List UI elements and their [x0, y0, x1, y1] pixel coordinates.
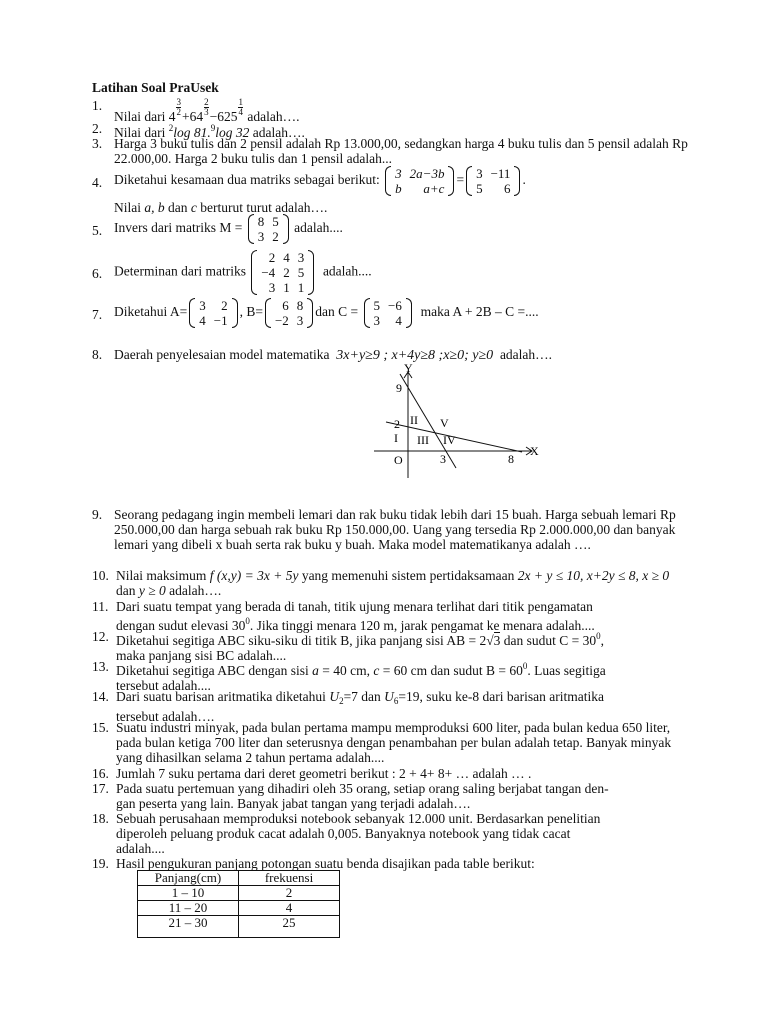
x-label: X	[530, 444, 539, 458]
matrix-cell: 2	[221, 298, 228, 313]
matrix-cell: b	[395, 181, 402, 196]
page-title: Latihan Soal PraUsek	[92, 80, 219, 95]
matrix-row	[257, 280, 308, 295]
region-4: IV	[443, 433, 456, 447]
question-number: 2.	[92, 121, 103, 136]
matrix-row	[391, 166, 448, 181]
matrix-row	[254, 229, 283, 244]
tick-2: 2	[394, 417, 400, 431]
question-number: 10.	[92, 568, 109, 583]
question-number: 1.	[92, 98, 103, 113]
question-14: 14. Dari suatu barisan aritmatika diketahui $U_2=7$ dan $U_6=19$, suku ke-8 dari barisan aritmatika tersebut adalah….	[92, 689, 604, 724]
question-number: 8.	[92, 347, 103, 362]
table-header: Panjang(cm)	[138, 871, 239, 886]
matrix-cell: 4	[283, 250, 290, 265]
question-17: 17. Pada suatu pertemuan yang dihadiri oleh 35 orang, setiap orang saling berjabat tangan den- gan peserta yang lain. Banyak jabat tangan yang terjadi adalah….	[92, 781, 609, 811]
question-15: 15. Suatu industri minyak, pada bulan pertama mampu memproduksi 600 liter, pada bulan kedua 650 liter, pada bulan ketiga 700 liter dan seterusnya dengan penambahan per bulan adalah tetap. Banyak minyak yang dihasilkan selama 2 tahun pertama adalah....	[92, 720, 672, 765]
question-number: 9.	[92, 507, 103, 522]
matrix-row	[472, 181, 514, 196]
question-13: 13. Diketahui segitiga ABC dengan sisi a = 40 cm, c = 60 cm dan sudut $B = 60^0$. Luas segitiga tersebut adalah....	[92, 659, 606, 693]
question-number: 16.	[92, 766, 109, 781]
question-18: 18. Sebuah perusahaan memproduksi notebook sebanyak 12.000 unit. Berdasarkan penelitian diperoleh peluang produk cacat adalah 0,005. Banyaknya notebook yang tidak cacat adalah....	[92, 811, 601, 856]
matrix-cell: 1	[283, 280, 290, 295]
matrix-cell: 6	[503, 181, 511, 196]
matrix-cell: −11	[490, 166, 511, 181]
matrix-m	[248, 214, 289, 244]
matrix-cell: −4	[261, 265, 276, 280]
matrix-cell: 1	[297, 280, 305, 295]
matrix-cell: 6	[282, 298, 289, 313]
matrix-row	[257, 250, 308, 265]
question-number: 14.	[92, 689, 109, 704]
matrix-row	[195, 298, 231, 313]
region-3: III	[417, 433, 429, 447]
matrix-row	[271, 298, 307, 313]
region-2: II	[410, 413, 418, 427]
question-1: 1. Nilai dari 4 $\frac{3}{2}$ +64 $\frac{2}{3}$ −625 $\frac{1}{4}$ adalah….	[92, 97, 300, 124]
matrix-cell: 8	[296, 298, 304, 313]
matrix-cell: 3	[199, 298, 206, 313]
power-expression: 4 $\frac{3}{2}$ +64 $\frac{2}{3}$ −625 $\frac{1}{4}$	[168, 97, 243, 124]
matrix-row	[257, 265, 308, 280]
matrix-cell: 5	[297, 265, 305, 280]
matrix-cell: 8	[257, 214, 265, 229]
matrix-cell: −1	[213, 313, 228, 328]
question-number: 3.	[92, 136, 103, 151]
matrix-cell: 3	[395, 166, 402, 181]
question-19: 19. Hasil pengukuran panjang potongan suatu benda disajikan pada table berikut:	[92, 856, 535, 871]
question-10: 10. Nilai maksimum f (x,y) = 3x + 5y yang memenuhi sistem pertidaksamaan 2x + y ≤ 10, x+2y ≤ 8, x ≥ 0 dan y ≥ 0 adalah….	[92, 568, 670, 598]
question-8: 8. Daerah penyelesaian model matematika 3x+y≥9 ; x+4y≥8 ;x≥0; y≥0 adalah….	[92, 347, 553, 363]
matrix-row	[391, 181, 448, 196]
table-header: frekuensi	[239, 871, 340, 886]
question-11: 11. Dari suatu tempat yang berada di tanah, titik ujung menara terlihat dari titik pengamatan dengan sudut elevasi $30^0$. Jika tinggi menara 120 m, jarak pengamat ke menara adalah....	[92, 599, 595, 633]
origin-label: O	[394, 453, 403, 467]
matrix-cell: −2	[274, 313, 289, 328]
matrix-c	[364, 298, 412, 328]
region-1: I	[394, 431, 398, 445]
tick-8: 8	[508, 452, 514, 466]
matrix-cell: 3	[297, 250, 305, 265]
question-number: 5.	[92, 223, 103, 238]
matrix-a	[189, 298, 237, 328]
matrix-cell: 3	[476, 166, 483, 181]
question-number: 12.	[92, 629, 109, 644]
question-number: 17.	[92, 781, 109, 796]
question-7: 7. Diketahui A= 3 2 4 −1 , B= 6 8 −2 3 dan C = 5 −6 3 4 maka A + 2B – C =....	[92, 298, 539, 328]
question-number: 4.	[92, 175, 103, 190]
question-number: 6.	[92, 266, 103, 281]
question-9: 9. Seorang pedagang ingin membeli lemari dan rak buku tidak lebih dari 15 buah. Harga sebuah lemari Rp 250.000,00 dan harga sebuah rak buku Rp 150.000,00. Uang yang tersedia Rp 2.000.000,00 dan banyak lemari yang dibeli x buah serta rak buku y buah. Maka model matematikanya adalah ….	[92, 507, 676, 552]
matrix-cell: −6	[388, 298, 402, 313]
question-number: 18.	[92, 811, 109, 826]
question-16: 16. Jumlah 7 suku pertama dari deret geometri berikut : 2 + 4+ 8+ … adalah … .	[92, 766, 532, 781]
region-graph	[360, 360, 560, 480]
matrix-b	[265, 298, 313, 328]
inequality-model: 3x+y≥9 ; x+4y≥8 ;x≥0; y≥0	[336, 348, 494, 363]
table-row: 11 – 20 4	[138, 901, 340, 916]
matrix-left	[385, 166, 454, 196]
matrix-right	[466, 166, 520, 196]
question-text: Harga 3 buku tulis dan 2 pensil adalah Rp 13.000,00, sedangkan harga 4 buku tulis dan 5 pensil adalah Rp 22.000,00. Harga 2 buku tulis dan 1 pensil adalah...	[114, 136, 688, 166]
matrix-cell: a+c	[423, 181, 445, 196]
matrix-cell: 4	[199, 313, 206, 328]
matrix-3x3	[251, 250, 314, 295]
tick-3: 3	[440, 452, 446, 466]
question-number: 11.	[92, 599, 109, 614]
matrix-cell: 5	[373, 298, 381, 313]
question-12: 12. Diketahui segitiga ABC siku-siku di titik B, jika panjang sisi AB = 2√3 dan sudut $C = 30^0$, maka panjang sisi BC adalah....	[92, 629, 605, 663]
matrix-cell: 4	[395, 313, 402, 328]
question-6: 6. Determinan dari matriks 2 4 3 −4 2 5 3 1 1 adalah....	[92, 250, 372, 295]
matrix-cell: 3	[257, 229, 265, 244]
question-2: 2. Nilai dari $^2$log 81.$^9$log 32 adalah….	[92, 121, 305, 140]
matrix-cell: 3	[373, 313, 381, 328]
matrix-cell: 2	[283, 265, 290, 280]
matrix-cell: 3	[268, 280, 276, 295]
table-row: 1 – 10 2	[138, 886, 340, 901]
question-number: 13.	[92, 659, 109, 674]
tick-9: 9	[396, 381, 402, 395]
matrix-cell: 2	[272, 229, 279, 244]
sqrt-symbol: √	[486, 633, 494, 648]
matrix-cell: 2a−3b	[409, 166, 445, 181]
matrix-cell: 5	[272, 214, 279, 229]
matrix-cell: 2	[268, 250, 276, 265]
matrix-row	[472, 166, 514, 181]
question-number: 7.	[92, 307, 103, 322]
region-5: V	[440, 416, 449, 430]
question-text: Nilai dari	[114, 109, 166, 124]
question-3	[92, 136, 692, 166]
y-label: Y	[404, 361, 413, 375]
question-5: 5. Invers dari matriks M = 8 5 3 2 adalah....	[92, 214, 343, 244]
table-row: 21 – 30 25	[138, 916, 340, 938]
matrix-cell: 5	[476, 181, 483, 196]
question-number: 19.	[92, 856, 109, 871]
matrix-row	[370, 298, 406, 313]
frequency-table	[137, 870, 340, 938]
matrix-row	[271, 313, 307, 328]
matrix-row	[195, 313, 231, 328]
matrix-cell: 3	[296, 313, 304, 328]
question-number: 15.	[92, 720, 109, 735]
matrix-row	[254, 214, 283, 229]
matrix-row	[370, 313, 406, 328]
question-4: 4. Diketahui kesamaan dua matriks sebagai berikut: 3 2a−3b b a+c = 3 −11 5 6 . Nilai a, b dan c berturut turut adalah….	[92, 166, 526, 215]
